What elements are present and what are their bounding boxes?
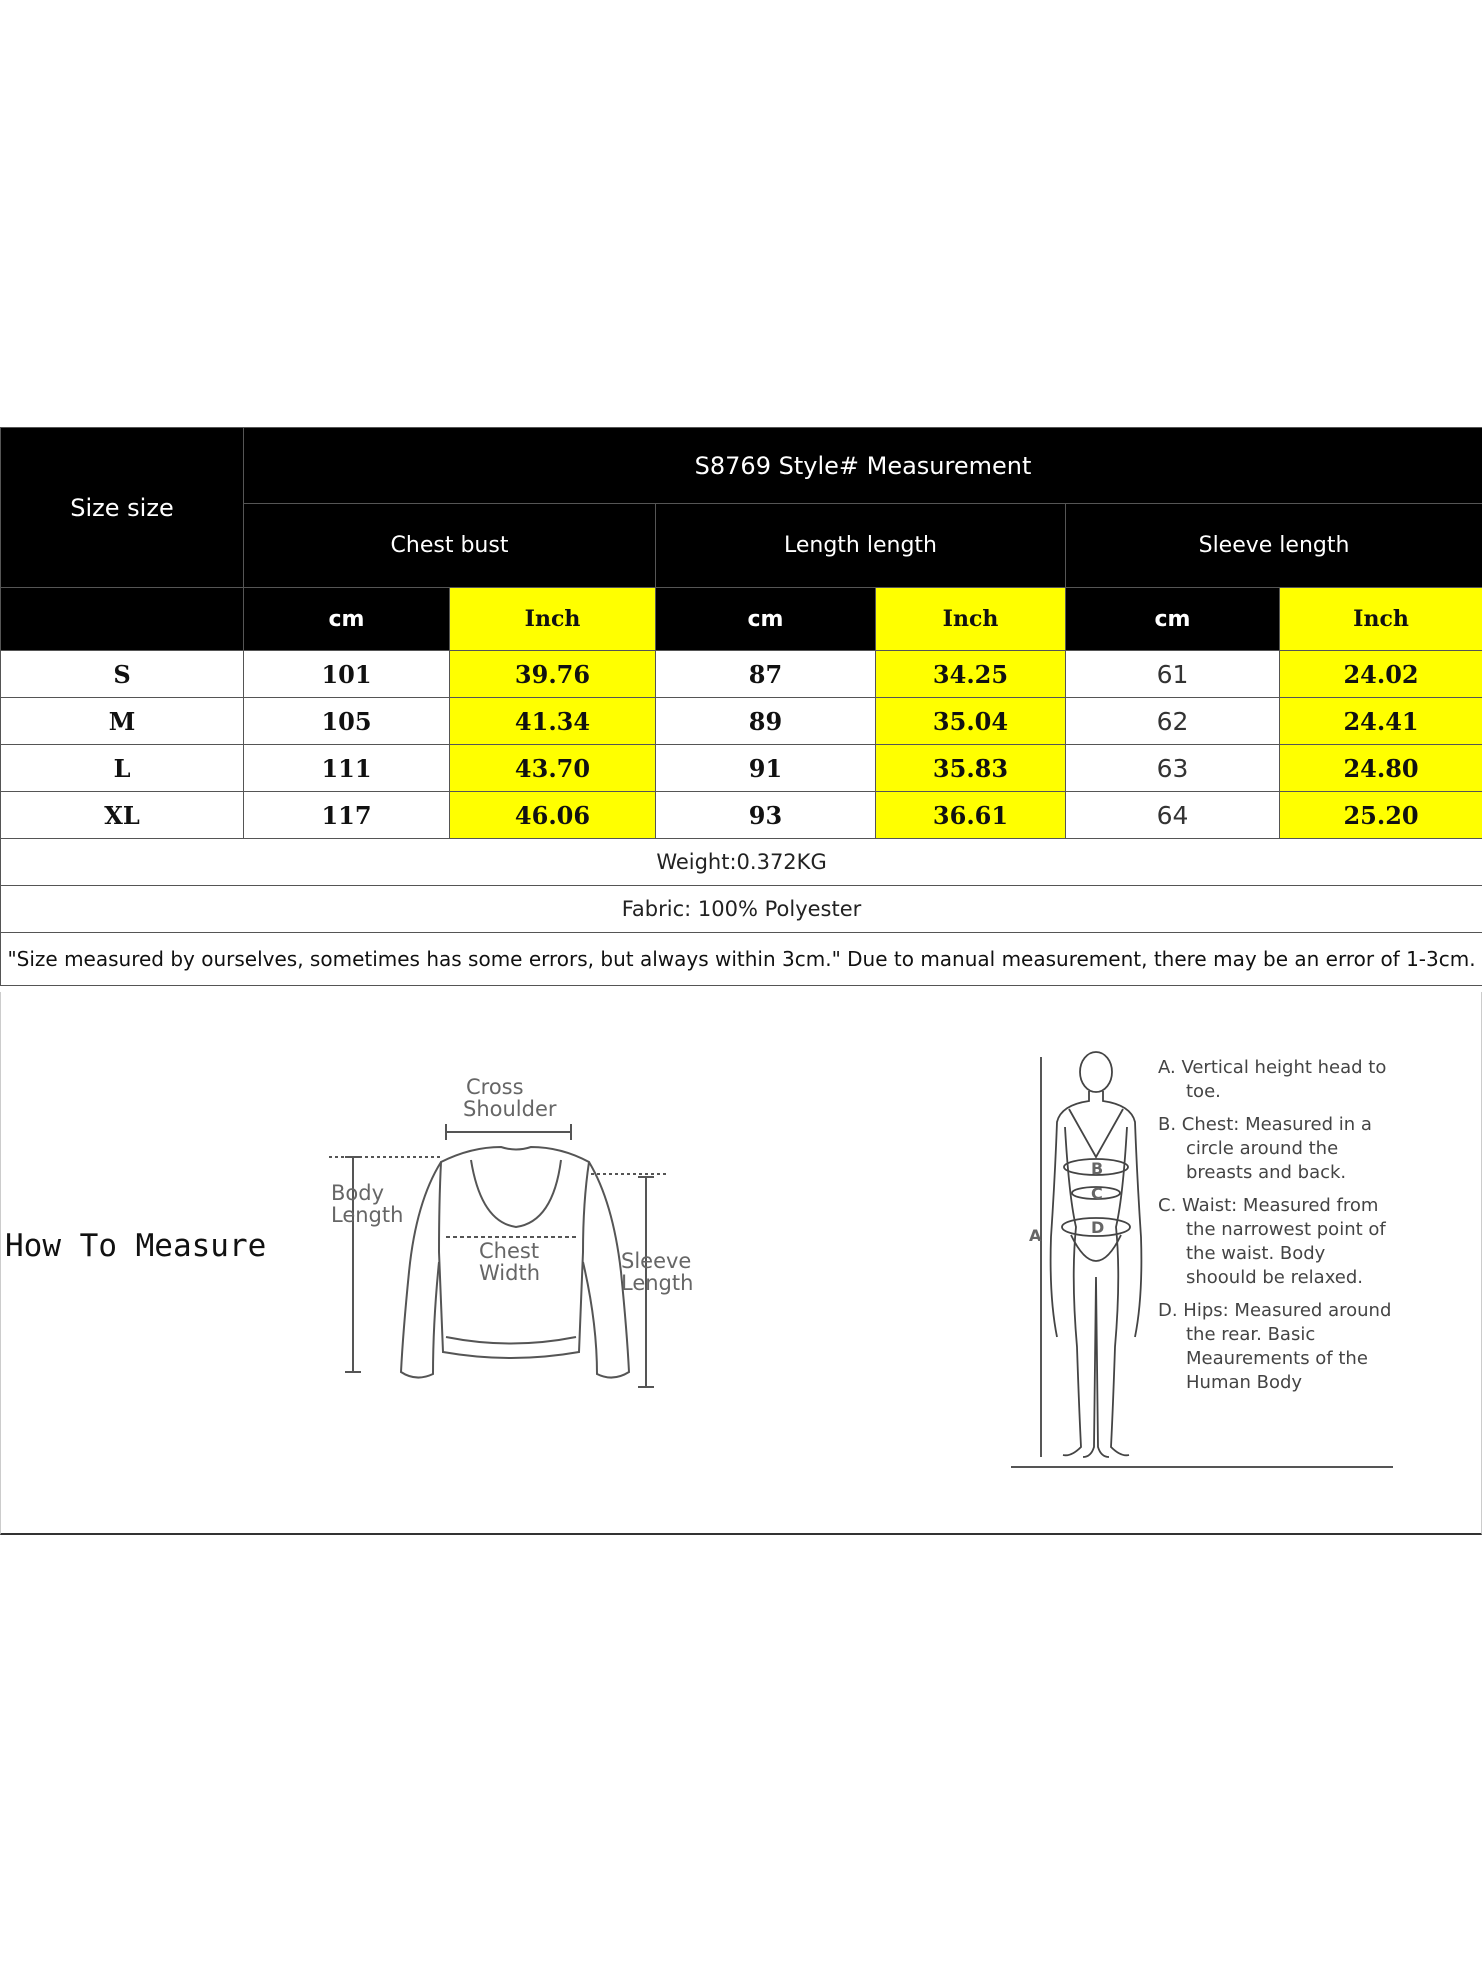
chest-cm-cell: 101 xyxy=(244,651,450,698)
how-to-measure-heading: How To Measure xyxy=(5,1228,267,1264)
size-cell: XL xyxy=(1,792,244,839)
body-label-d: D xyxy=(1091,1218,1105,1237)
table-row xyxy=(1,651,1482,698)
chest-cm-cell: 111 xyxy=(244,745,450,792)
sleeve-inch-cell: 24.80 xyxy=(1280,745,1482,792)
sleeve-cm-cell: 61 xyxy=(1066,651,1280,698)
unit-cm-header: cm xyxy=(244,588,450,651)
cross-shoulder-label: Shoulder xyxy=(463,1097,557,1121)
sleeve-inch-cell: 24.41 xyxy=(1280,698,1482,745)
fabric-info: Fabric: 100% Polyester xyxy=(1,886,1482,933)
table-row xyxy=(1,745,1482,792)
length-inch-cell: 36.61 xyxy=(876,792,1066,839)
table-row xyxy=(1,698,1482,745)
group-sleeve-header: Sleeve length xyxy=(1066,504,1482,588)
sleeve-inch-cell: 25.20 xyxy=(1280,792,1482,839)
chest-cm-cell: 117 xyxy=(244,792,450,839)
sleeve-length-label: Length xyxy=(621,1271,694,1295)
sleeve-cm-cell: 62 xyxy=(1066,698,1280,745)
chest-width-label: Width xyxy=(479,1261,541,1285)
length-cm-cell: 93 xyxy=(656,792,876,839)
length-cm-cell: 87 xyxy=(656,651,876,698)
body-label-b: B xyxy=(1091,1159,1104,1178)
how-to-measure-section xyxy=(0,992,1482,1535)
size-cell: M xyxy=(1,698,244,745)
legend-divider xyxy=(1011,1466,1393,1468)
legend-item-d: D. Hips: Measured around the rear. Basic Meaurements of the Human Body xyxy=(1158,1300,1392,1393)
sleeve-cm-cell: 63 xyxy=(1066,745,1280,792)
unit-inch-header: Inch xyxy=(876,588,1066,651)
table-row xyxy=(1,792,1482,839)
size-header: Size size xyxy=(1,428,244,588)
unit-inch-header: Inch xyxy=(1280,588,1482,651)
chest-inch-cell: 41.34 xyxy=(450,698,656,745)
size-chart-sheet xyxy=(0,427,1482,1535)
body-diagram xyxy=(1021,1047,1161,1467)
group-length-header: Length length xyxy=(656,504,1066,588)
weight-info: Weight:0.372KG xyxy=(1,839,1482,886)
size-header-bottom xyxy=(1,588,244,651)
sleeve-length-label: Sleeve xyxy=(621,1249,692,1273)
cross-shoulder-label: Cross xyxy=(466,1075,524,1099)
sleeve-inch-cell: 24.02 xyxy=(1280,651,1482,698)
body-length-label: Body xyxy=(331,1181,385,1205)
sleeve-cm-cell: 64 xyxy=(1066,792,1280,839)
chest-cm-cell: 105 xyxy=(244,698,450,745)
chest-width-label: Chest xyxy=(479,1239,540,1263)
length-cm-cell: 91 xyxy=(656,745,876,792)
measurement-legend xyxy=(1158,1056,1398,1404)
legend-item-c: C. Waist: Measured from the narrowest point of the waist. Body shoould be relaxed. xyxy=(1158,1195,1386,1288)
length-inch-cell: 35.83 xyxy=(876,745,1066,792)
length-cm-cell: 89 xyxy=(656,698,876,745)
body-length-label: Length xyxy=(331,1203,404,1227)
unit-cm-header: cm xyxy=(656,588,876,651)
size-chart-table xyxy=(0,427,1482,986)
chest-inch-cell: 46.06 xyxy=(450,792,656,839)
body-label-a: A xyxy=(1029,1226,1042,1245)
garment-diagram xyxy=(321,1052,721,1412)
chart-title: S8769 Style# Measurement xyxy=(244,428,1482,504)
group-chest-header: Chest bust xyxy=(244,504,656,588)
measurement-note: "Size measured by ourselves, sometimes has some errors, but always within 3cm." Due to manual measurement, there may be an error of 1-3cm. xyxy=(1,933,1482,986)
size-cell: L xyxy=(1,745,244,792)
chest-inch-cell: 39.76 xyxy=(450,651,656,698)
chest-inch-cell: 43.70 xyxy=(450,745,656,792)
size-cell: S xyxy=(1,651,244,698)
legend-item-b: B. Chest: Measured in a circle around the breasts and back. xyxy=(1158,1114,1372,1183)
body-label-c: C xyxy=(1091,1184,1103,1203)
unit-cm-header: cm xyxy=(1066,588,1280,651)
length-inch-cell: 35.04 xyxy=(876,698,1066,745)
length-inch-cell: 34.25 xyxy=(876,651,1066,698)
legend-item-a: A. Vertical height head to toe. xyxy=(1158,1057,1387,1102)
unit-inch-header: Inch xyxy=(450,588,656,651)
